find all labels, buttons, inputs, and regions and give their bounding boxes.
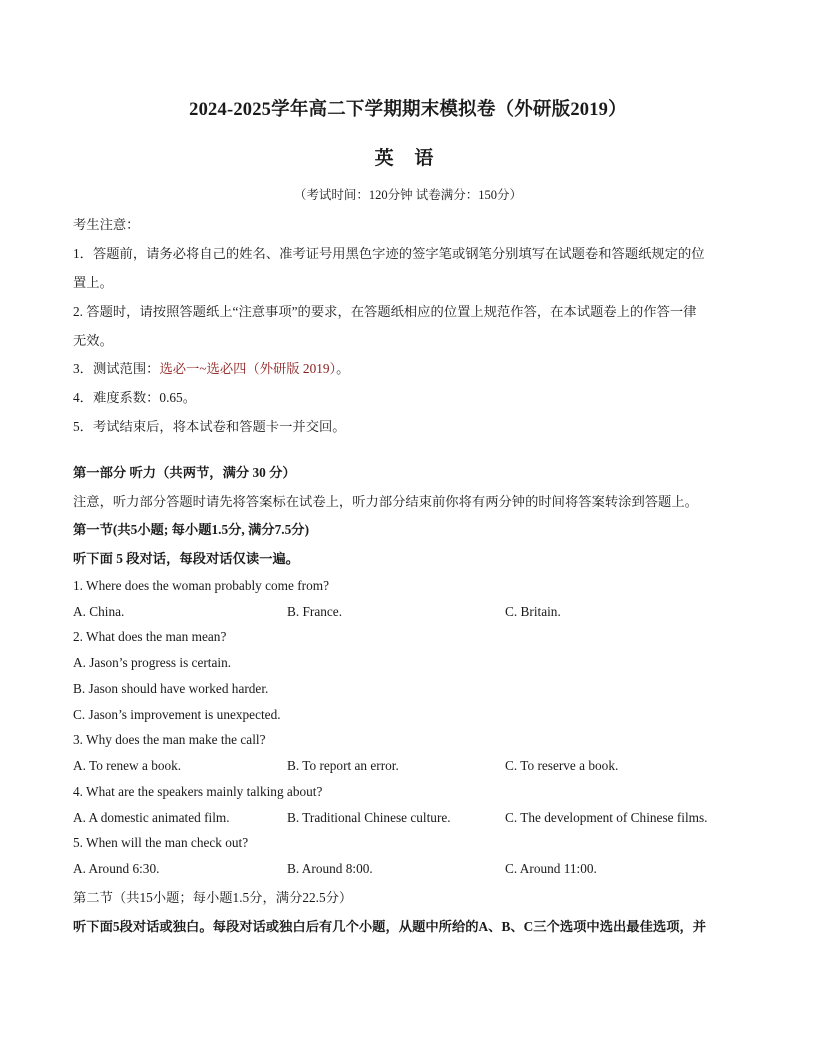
question-5-option-a: A. Around 6:30. (73, 861, 160, 876)
question-1-option-a: A. China. (73, 604, 125, 619)
notice-item-5: 5．考试结束后，将本试卷和答题卡一并交回。 (73, 419, 346, 434)
question-3-stem: 3. Why does the man make the call? (73, 732, 266, 747)
question-3-option-a: A. To renew a book. (73, 758, 182, 773)
notice-item-2: 2. 答题时，请按照答题纸上“注意事项”的要求，在答题纸相应的位置上规范作答，在本试题卷上的作答一律 (73, 304, 697, 319)
question-5-stem: 5. When will the man check out? (73, 835, 249, 850)
part1-instruction: 注意，听力部分答题时请先将答案标在试卷上，听力部分结束前你将有两分钟的时间将答案转涂到答题上。 (73, 494, 698, 509)
question-2-stem: 2. What does the man mean? (73, 629, 227, 644)
section2-heading: 第二节（共15小题；每小题1.5分，满分22.5分） (73, 890, 353, 905)
notice-item-1-cont: 置上。 (73, 275, 113, 290)
question-1-stem: 1. Where does the woman probably come from? (73, 578, 330, 593)
notice-heading: 考生注意： (73, 217, 140, 232)
question-1-option-b: B. France. (287, 604, 343, 619)
question-2-option-c: C. Jason’s improvement is unexpected. (73, 707, 281, 722)
question-2-option-b: B. Jason should have worked harder. (73, 681, 269, 696)
notice-item-1: 1．答题前，请务必将自己的姓名、准考证号用黑色字迹的签字笔或钢笔分别填写在试题卷和答题纸规定的位 (73, 246, 705, 261)
subject-title: 英 语 (374, 148, 442, 169)
section1-heading: 第一节(共5小题; 每小题1.5分, 满分7.5分) (73, 522, 310, 537)
question-4-option-c: C. The development of Chinese films. (505, 810, 708, 825)
notice-item-2-cont: 无效。 (73, 333, 113, 348)
notice-item-3 (73, 358, 349, 377)
question-5-option-b: B. Around 8:00. (287, 861, 373, 876)
scope-value: 选必一~选必四（外研版 2019） (159, 361, 337, 376)
question-3-option-c: C. To reserve a book. (505, 758, 619, 773)
scope-label: 3．测试范围： (73, 361, 160, 376)
question-4-option-b: B. Traditional Chinese culture. (287, 810, 451, 825)
part1-heading: 第一部分 听力（共两节，满分 30 分） (73, 465, 296, 480)
notice-item-4: 4．难度系数：0.65。 (73, 390, 196, 405)
question-1-option-c: C. Britain. (505, 604, 561, 619)
question-4-option-a: A. A domestic animated film. (73, 810, 230, 825)
question-4-stem: 4. What are the speakers mainly talking about? (73, 784, 323, 799)
section2-instruction: 听下面5段对话或独白。每段对话或独白后有几个小题，从题中所给的A、B、C三个选项中选出最佳选项，并 (73, 919, 707, 934)
question-3-option-b: B. To report an error. (287, 758, 399, 773)
scope-end: 。 (336, 361, 350, 376)
section1-instruction: 听下面 5 段对话，每段对话仅读一遍。 (73, 551, 300, 566)
exam-title: 2024-2025学年高二下学期期末模拟卷（外研版2019） (189, 100, 627, 120)
question-2-option-a: A. Jason’s progress is certain. (73, 655, 232, 670)
exam-time-score: （考试时间：120分钟 试卷满分：150分） (293, 188, 523, 202)
question-5-option-c: C. Around 11:00. (505, 861, 597, 876)
